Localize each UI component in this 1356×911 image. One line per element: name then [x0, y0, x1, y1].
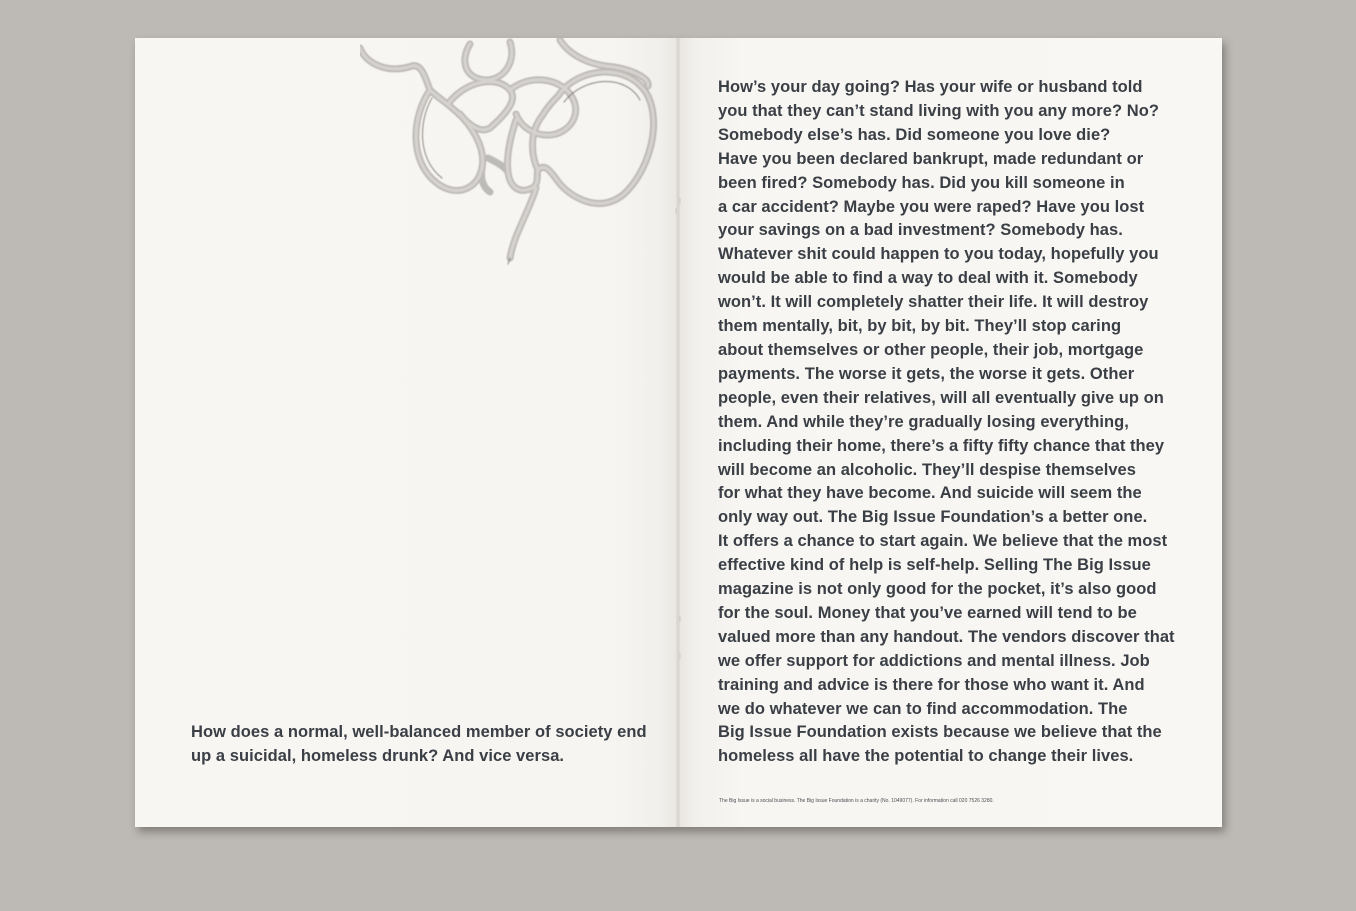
body-line: Whatever shit could happen to you today, hopefully you: [718, 245, 1159, 264]
body-line: It offers a chance to start again. We believe that the most: [718, 532, 1168, 551]
body-line: for what they have become. And suicide will seem the: [718, 484, 1142, 503]
body-line: Have you been declared bankrupt, made redundant or: [718, 149, 1144, 168]
body-line: would be able to find a way to deal with it. Somebody: [718, 269, 1138, 288]
body-line: only way out. The Big Issue Foundation’s a better one.: [718, 508, 1148, 527]
body-line: homeless all have the potential to change their lives.: [718, 747, 1134, 766]
body-line: them. And while they’re gradually losing everything,: [718, 412, 1129, 431]
body-line: been fired? Somebody has. Did you kill someone in: [718, 173, 1125, 192]
body-line: won’t. It will completely shatter their life. It will destroy: [718, 293, 1149, 312]
right-page: [678, 38, 1222, 827]
body-line: Big Issue Foundation exists because we believe that the: [718, 723, 1162, 742]
body-line: will become an alcoholic. They’ll despise themselves: [718, 460, 1137, 479]
body-line: for the soul. Money that you’ve earned will tend to be: [718, 603, 1137, 622]
magazine-spread: [135, 38, 1222, 827]
body-line: you that they can’t stand living with you any more? No?: [718, 101, 1159, 120]
body-line: your savings on a bad investment? Somebody has.: [718, 221, 1123, 240]
body-line: valued more than any handout. The vendors discover that: [718, 627, 1175, 646]
body-line: we offer support for addictions and mental illness. Job: [718, 651, 1150, 670]
body-line: training and advice is there for those who want it. And: [718, 675, 1145, 694]
body-copy: [718, 76, 1188, 769]
body-line: a car accident? Maybe you were raped? Have you lost: [718, 197, 1145, 216]
body-line: payments. The worse it gets, the worse it gets. Other: [718, 364, 1135, 383]
body-line: including their home, there’s a fifty fifty chance that they: [718, 436, 1165, 455]
body-line: Somebody else’s has. Did someone you love die?: [718, 125, 1111, 144]
body-line: effective kind of help is self-help. Selling The Big Issue: [718, 556, 1151, 575]
fineprint: The Big Issue is a social business. The Big Issue Foundation is a charity (No. 1049077). For information call 020 7526 3280.: [719, 798, 994, 804]
body-line: them mentally, bit, by bit, by bit. They’ll stop caring: [718, 317, 1122, 336]
spine-gutter: [676, 38, 680, 827]
body-line: about themselves or other people, their job, mortgage: [718, 340, 1144, 359]
body-line: people, even their relatives, will all eventually give up on: [718, 388, 1164, 407]
plastic-six-pack-ring-icon: [360, 38, 660, 268]
headline: How does a normal, well-balanced member of society end up a suicidal, homeless drunk? And vice versa.: [191, 723, 647, 765]
body-line: we do whatever we can to find accommodation. The: [718, 699, 1128, 718]
left-page: [135, 38, 678, 827]
body-line: magazine is not only good for the pocket, it’s also good: [718, 580, 1157, 599]
body-line: How’s your day going? Has your wife or husband told: [718, 78, 1143, 96]
